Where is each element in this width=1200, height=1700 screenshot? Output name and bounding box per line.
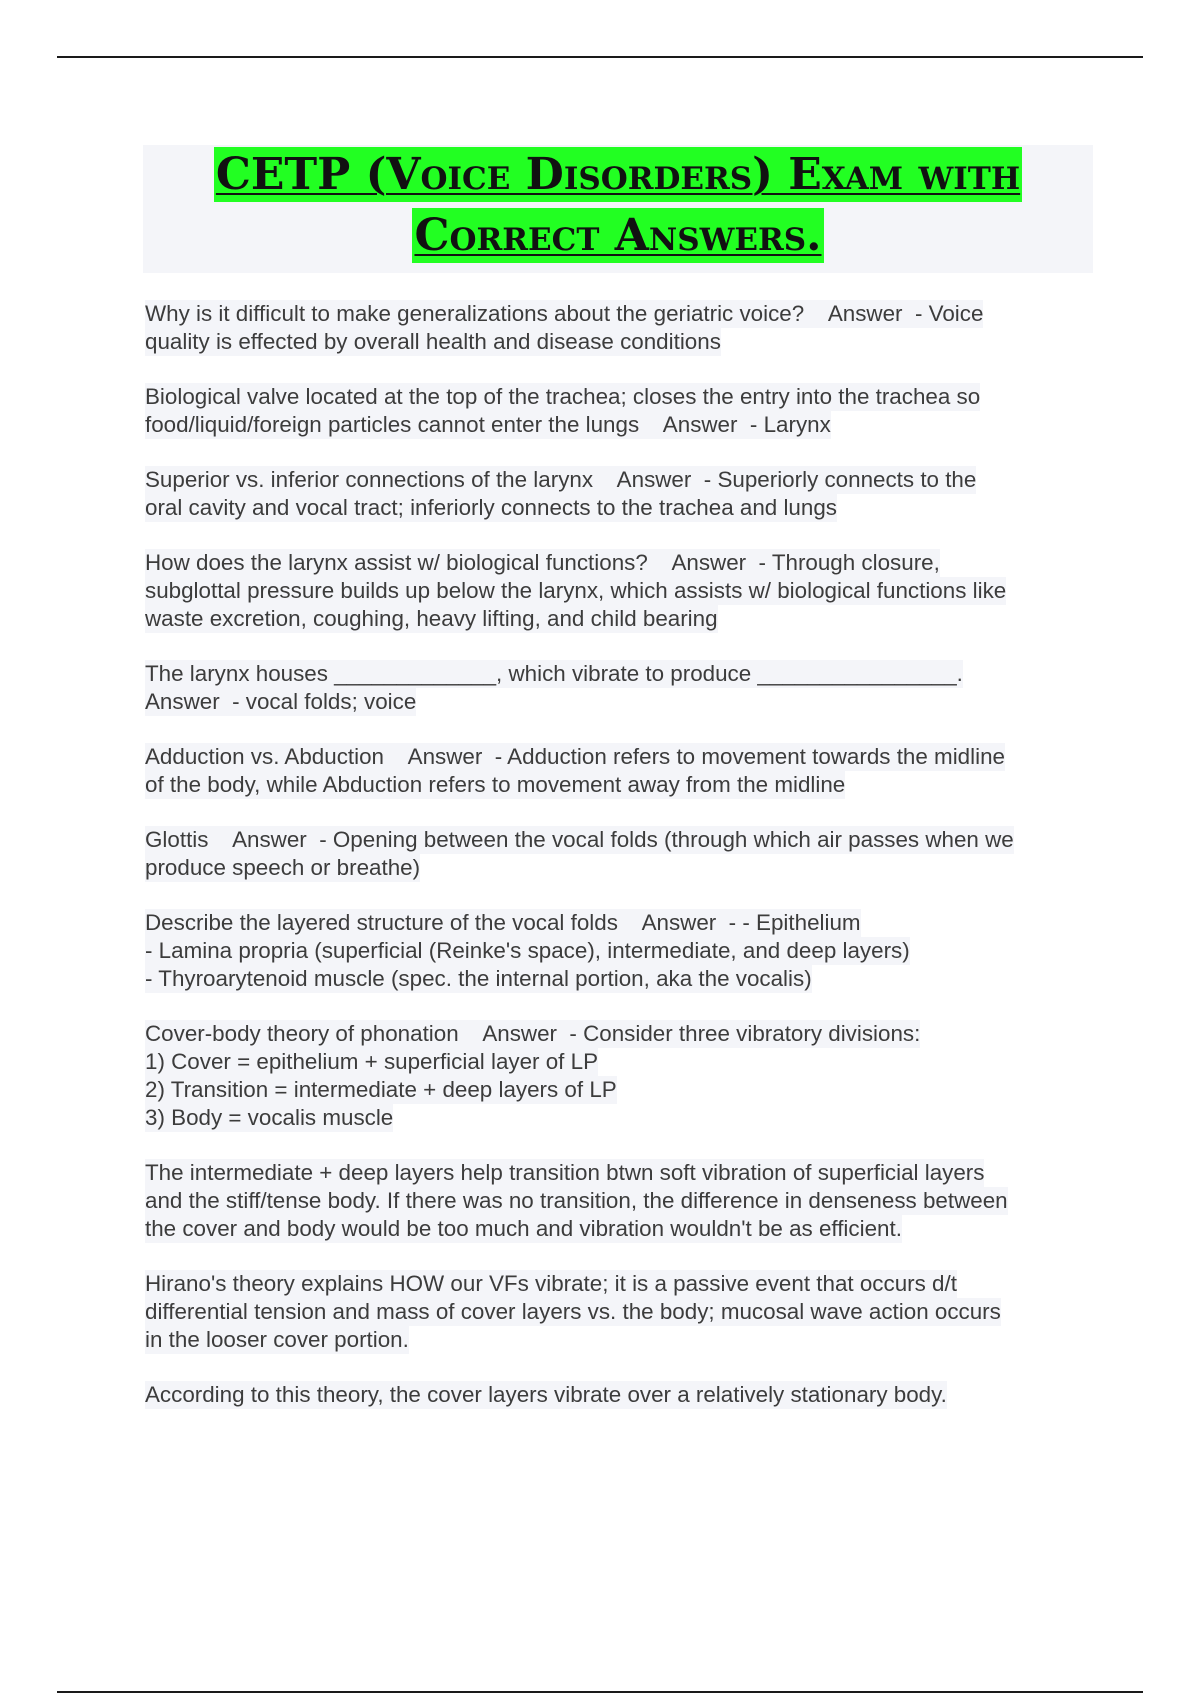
- document-title-line-2: Correct Answers.: [414, 210, 822, 261]
- qa-line: Hirano's theory explains HOW our VFs vibrate; it is a passive event that occurs d/t: [145, 1271, 957, 1296]
- qa-line: in the looser cover portion.: [145, 1327, 409, 1352]
- qa-line: How does the larynx assist w/ biological functions? Answer - Through closure,: [145, 550, 940, 575]
- qa-item: [145, 1381, 1095, 1409]
- qa-line: 2) Transition = intermediate + deep layers of LP: [145, 1077, 617, 1102]
- qa-item: [145, 466, 1095, 522]
- qa-line: Biological valve located at the top of the trachea; closes the entry into the trachea so: [145, 384, 981, 409]
- qa-line: food/liquid/foreign particles cannot enter the lungs Answer - Larynx: [145, 412, 831, 437]
- qa-line: Adduction vs. Abduction Answer - Adduction refers to movement towards the midline: [145, 744, 1005, 769]
- qa-item: [145, 660, 1095, 716]
- qa-line: Glottis Answer - Opening between the vocal folds (through which air passes when we: [145, 827, 1014, 852]
- qa-line: Answer - vocal folds; voice: [145, 689, 417, 714]
- qa-list: [145, 300, 1095, 1436]
- qa-line: The intermediate + deep layers help transition btwn soft vibration of superficial layers: [145, 1160, 985, 1185]
- qa-line: Cover-body theory of phonation Answer - Consider three vibratory divisions:: [145, 1021, 921, 1046]
- qa-item: [145, 909, 1095, 993]
- qa-item: [145, 1159, 1095, 1243]
- qa-line: According to this theory, the cover layers vibrate over a relatively stationary body.: [145, 1382, 947, 1407]
- qa-item: [145, 549, 1095, 633]
- qa-line: waste excretion, coughing, heavy lifting, and child bearing: [145, 606, 718, 631]
- qa-line: - Lamina propria (superficial (Reinke's space), intermediate, and deep layers): [145, 938, 910, 963]
- qa-line: 3) Body = vocalis muscle: [145, 1105, 394, 1130]
- qa-line: subglottal pressure builds up below the larynx, which assists w/ biological functions like: [145, 578, 1007, 603]
- qa-line: Superior vs. inferior connections of the larynx Answer - Superiorly connects to the: [145, 467, 977, 492]
- qa-item: [145, 383, 1095, 439]
- title-block: [143, 145, 1093, 273]
- qa-line: The larynx houses _____________, which vibrate to produce ________________.: [145, 661, 963, 686]
- qa-line: oral cavity and vocal tract; inferiorly connects to the trachea and lungs: [145, 495, 837, 520]
- qa-line: and the stiff/tense body. If there was no transition, the difference in denseness between: [145, 1188, 1008, 1213]
- header-rule: [57, 56, 1143, 58]
- qa-item: [145, 300, 1095, 356]
- qa-item: [145, 743, 1095, 799]
- qa-line: of the body, while Abduction refers to movement away from the midline: [145, 772, 846, 797]
- qa-item: [145, 1020, 1095, 1132]
- qa-line: differential tension and mass of cover layers vs. the body; mucosal wave action occurs: [145, 1299, 1001, 1324]
- qa-line: produce speech or breathe): [145, 855, 421, 880]
- qa-item: [145, 826, 1095, 882]
- qa-item: [145, 1270, 1095, 1354]
- qa-line: quality is effected by overall health and disease conditions: [145, 329, 721, 354]
- qa-line: the cover and body would be too much and vibration wouldn't be as efficient.: [145, 1216, 902, 1241]
- qa-line: - Thyroarytenoid muscle (spec. the internal portion, aka the vocalis): [145, 966, 812, 991]
- document-title-line-1: CETP (Voice Disorders) Exam with: [215, 149, 1021, 200]
- qa-line: Describe the layered structure of the vocal folds Answer - - Epithelium: [145, 910, 861, 935]
- qa-line: 1) Cover = epithelium + superficial layer of LP: [145, 1049, 599, 1074]
- footer-rule: [57, 1691, 1143, 1693]
- qa-line: Why is it difficult to make generalizations about the geriatric voice? Answer - Voice: [145, 301, 984, 326]
